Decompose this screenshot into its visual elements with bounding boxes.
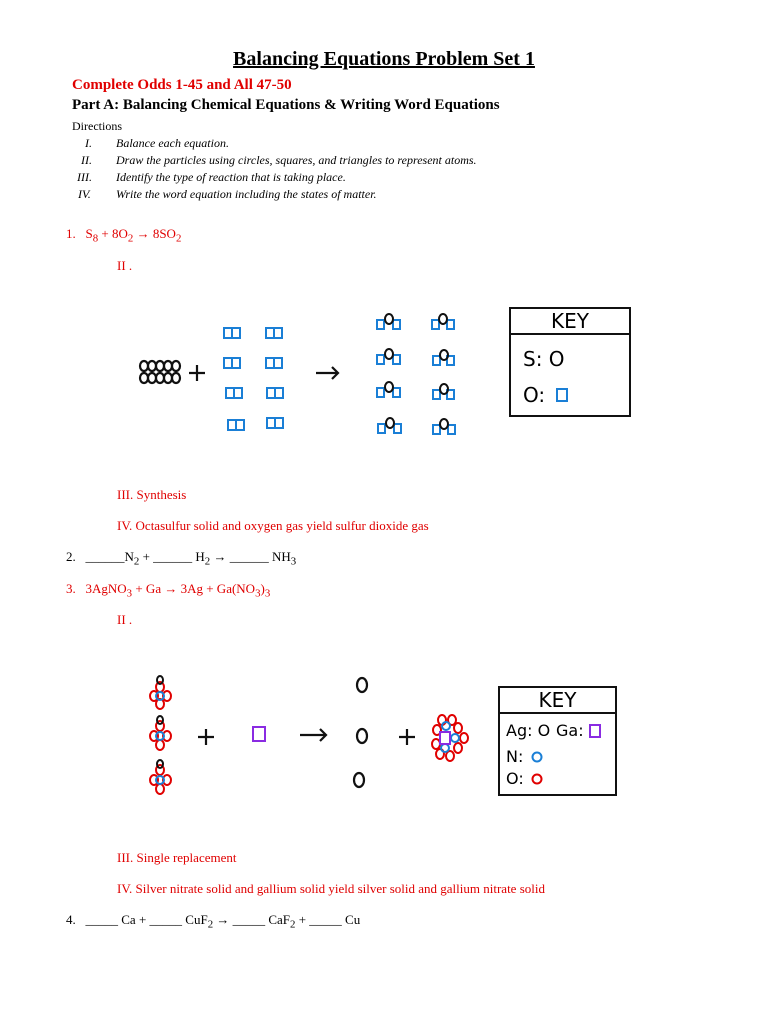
equation-part: ) bbox=[260, 581, 265, 596]
direction-text: Identify the type of reaction that is taking place. bbox=[116, 170, 346, 184]
problem-3-part-4: IV. Silver nitrate solid and gallium solid yield silver solid and gallium nitrate solid bbox=[117, 881, 545, 896]
subscript: 2 bbox=[207, 918, 214, 931]
subscript: 2 bbox=[204, 555, 211, 568]
equation-part: → 8SO bbox=[133, 226, 176, 241]
problem-1-key bbox=[509, 307, 631, 417]
key-oxygen-row: O: bbox=[523, 383, 546, 407]
gallium-square-icon bbox=[253, 727, 265, 741]
subscript: 3 bbox=[126, 587, 133, 600]
equation-part: ______N bbox=[85, 549, 134, 564]
subscript: 2 bbox=[290, 918, 296, 931]
key-title: KEY bbox=[500, 688, 615, 714]
key-title: KEY bbox=[511, 309, 629, 335]
equation-part: 3AgNO bbox=[85, 581, 127, 596]
subscript: 2 bbox=[127, 232, 134, 245]
problem-4 bbox=[66, 912, 360, 931]
problem-1-part-4: IV. Octasulfur solid and oxygen gas yield sulfur dioxide gas bbox=[117, 518, 429, 533]
subscript: 2 bbox=[133, 555, 140, 568]
subscript: 3 bbox=[255, 587, 261, 600]
key-nitrogen-row: N: bbox=[506, 747, 524, 766]
problem-1-part-3: III. Synthesis bbox=[117, 487, 187, 502]
problem-3-key bbox=[498, 686, 617, 796]
problem-3-particle-diagram bbox=[0, 660, 490, 810]
equation-part: → _____ CaF bbox=[213, 912, 291, 927]
direction-num: II. bbox=[81, 153, 92, 167]
equation-part: _____ Ca + _____ CuF bbox=[85, 912, 208, 927]
key-sulfur-row: S: O bbox=[523, 347, 565, 371]
directions-label: Directions bbox=[72, 119, 122, 133]
oxygen-circle-icon bbox=[530, 772, 544, 786]
key-silver-row: Ag: O bbox=[506, 721, 551, 740]
direction-num: IV. bbox=[78, 187, 91, 201]
problem-number: 1. bbox=[66, 226, 76, 241]
problem-number: 4. bbox=[66, 912, 76, 927]
problem-2 bbox=[66, 549, 296, 568]
equation-part: + ______ H bbox=[139, 549, 205, 564]
problem-3 bbox=[66, 581, 270, 600]
direction-text: Write the word equation including the states of matter. bbox=[116, 187, 377, 201]
subscript: 8 bbox=[92, 232, 99, 245]
gallium-key-square-icon bbox=[588, 723, 602, 739]
subscript: 3 bbox=[290, 555, 297, 568]
subscript: 2 bbox=[175, 232, 182, 245]
nitrogen-circle-icon bbox=[530, 750, 544, 764]
equation-part: S bbox=[85, 226, 93, 241]
problem-3-part-3: III. Single replacement bbox=[117, 850, 237, 865]
oxygen-square-icon bbox=[555, 387, 569, 403]
problem-number: 3. bbox=[66, 581, 76, 596]
equation-part: + Ga → 3Ag + Ga(NO bbox=[132, 581, 256, 596]
problem-3-part-2: II . bbox=[117, 612, 133, 627]
key-oxygen-row: O: bbox=[506, 769, 524, 788]
equation-part: + _____ Cu bbox=[295, 912, 361, 927]
page-title: Balancing Equations Problem Set 1 bbox=[233, 48, 535, 70]
direction-text: Draw the particles using circles, squares, and triangles to represent atoms. bbox=[116, 153, 477, 167]
direction-num: I. bbox=[85, 136, 92, 150]
direction-num: III. bbox=[77, 170, 92, 184]
problem-number: 2. bbox=[66, 549, 76, 564]
equation-part: → ______ NH bbox=[210, 549, 291, 564]
direction-text: Balance each equation. bbox=[116, 136, 229, 150]
subscript: 3 bbox=[264, 587, 271, 600]
problem-1-part-2: II . bbox=[117, 258, 133, 273]
assignment-note: Complete Odds 1-45 and All 47-50 bbox=[72, 77, 292, 93]
problem-1 bbox=[66, 226, 181, 245]
problem-1-particle-diagram bbox=[0, 300, 500, 450]
silver-nitrate-molecules bbox=[150, 676, 171, 794]
equation-part: + 8O bbox=[98, 226, 128, 241]
gallium-nitrate-molecule bbox=[432, 715, 468, 761]
key-gallium-row: Ga: bbox=[556, 721, 584, 740]
part-a-heading: Part A: Balancing Chemical Equations & Writing Word Equations bbox=[72, 97, 500, 113]
so2-molecules bbox=[377, 314, 455, 434]
